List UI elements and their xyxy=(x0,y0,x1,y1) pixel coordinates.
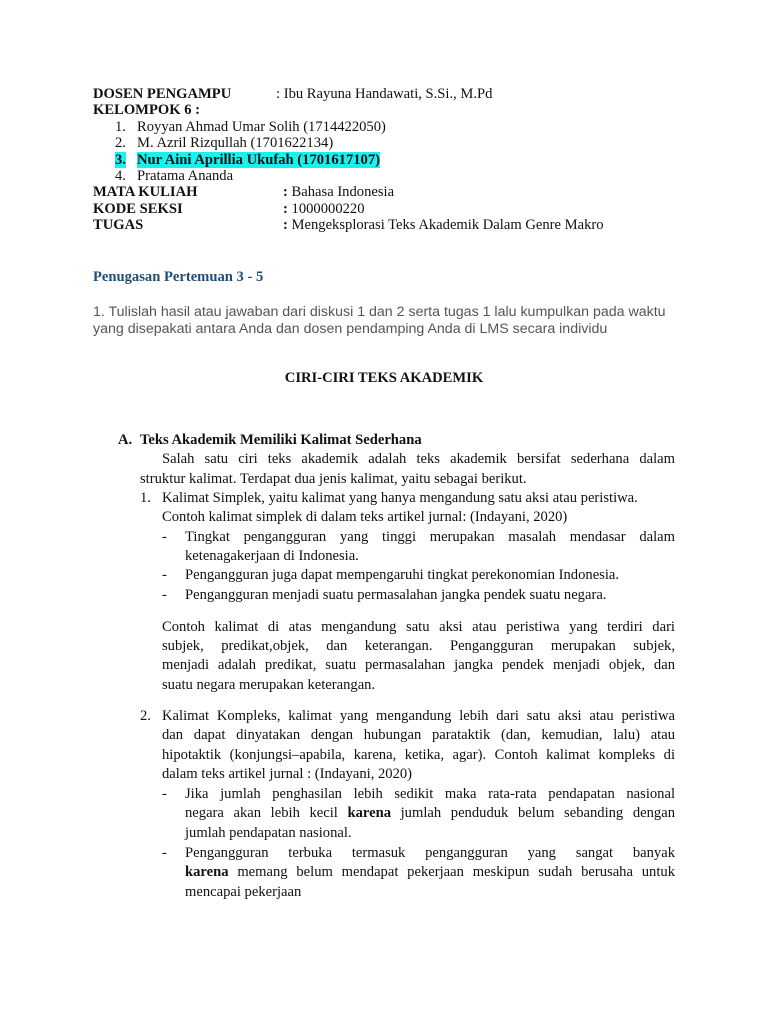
item-number: 1. xyxy=(140,490,151,506)
colon: : xyxy=(283,200,288,217)
bullet-dash: - xyxy=(162,587,167,603)
member-number: 4. xyxy=(115,167,126,184)
kelompok-row xyxy=(93,102,713,118)
item-text: dalam teks artikel jurnal : (Indayani, 2020) xyxy=(162,766,413,782)
kelompok-label: KELOMPOK 6 : xyxy=(93,102,201,119)
member-item xyxy=(93,168,713,184)
member-name: Pratama Ananda xyxy=(137,167,234,184)
main-title: CIRI-CIRI TEKS AKADEMIK xyxy=(284,370,484,386)
section-a-heading: Teks Akademik Memiliki Kalimat Sederhana xyxy=(140,432,422,448)
explain-line: menjadi adalah predikat, suatu permasalahan jangka pendek menjadi objek, dan xyxy=(162,657,675,673)
member-number: 3. xyxy=(115,151,126,168)
item-text: dan dapat dinyatakan dengan hubungan parataktik (dan, kemudian, lalu) atau xyxy=(162,727,675,743)
bullet-dash: - xyxy=(162,845,167,861)
section-a-marker: A. xyxy=(118,432,133,448)
kode-seksi-value: 1000000220 xyxy=(291,200,365,217)
header-block xyxy=(93,86,713,234)
member-item-highlighted xyxy=(93,152,713,168)
bullet-text-line xyxy=(185,864,675,880)
mata-kuliah-label: MATA KULIAH xyxy=(93,184,198,201)
item-text: Kalimat Simplek, yaitu kalimat yang hanya mengandung satu aksi atau peristiwa. xyxy=(162,490,638,506)
tugas-value: Mengeksplorasi Teks Akademik Dalam Genre Makro xyxy=(291,217,604,234)
text-run: jumlah penduduk belum sebanding dengan xyxy=(391,805,675,821)
intro-line: Salah satu ciri teks akademik adalah teks akademik bersifat sederhana dalam xyxy=(162,451,675,467)
colon: : xyxy=(283,217,288,234)
bullet-text: Jika jumlah penghasilan lebih sedikit maka rata-rata pendapatan nasional xyxy=(185,786,675,802)
bullet-text: Tingkat pengangguran yang tinggi merupakan masalah mendasar dalam xyxy=(185,529,675,545)
explain-line: subjek, predikat,objek, dan keterangan. Pengangguran merupakan subjek, xyxy=(162,638,675,654)
tugas-row xyxy=(93,217,713,233)
bold-word: karena xyxy=(347,805,391,821)
item-number: 2. xyxy=(140,708,151,724)
member-name: Nur Aini Aprillia Ukufah (1701617107) xyxy=(137,151,380,168)
tugas-label: TUGAS xyxy=(93,217,144,234)
item-text: Contoh kalimat simplek di dalam teks artikel jurnal: (Indayani, 2020) xyxy=(162,509,568,525)
explain-line: suatu negara merupakan keterangan. xyxy=(162,677,376,693)
bullet-dash: - xyxy=(162,786,167,802)
bold-word: karena xyxy=(185,864,229,880)
member-number: 1. xyxy=(115,118,126,135)
item-text: hipotaktik (konjungsi–apabila, karena, ketika, agar). Contoh kalimat kompleks di xyxy=(162,747,675,763)
bullet-text: jumlah pendapatan nasional. xyxy=(185,825,352,841)
bullet-text: Pengangguran terbuka termasuk pengangguran yang sangat banyak xyxy=(185,845,675,861)
mata-kuliah-value: Bahasa Indonesia xyxy=(291,184,395,201)
bullet-text: Pengangguran menjadi suatu permasalahan jangka pendek suatu negara. xyxy=(185,587,607,603)
intro-line: struktur kalimat. Terdapat dua jenis kalimat, yaitu sebagai berikut. xyxy=(140,471,527,487)
section-title: Penugasan Pertemuan 3 - 5 xyxy=(93,269,264,285)
explain-line: Contoh kalimat di atas mengandung satu aksi atau peristiwa yang terdiri dari xyxy=(162,619,675,635)
dosen-label: DOSEN PENGAMPU xyxy=(93,86,232,102)
member-name: M. Azril Rizqullah (1701622134) xyxy=(137,135,334,152)
dosen-row xyxy=(93,86,713,102)
colon: : xyxy=(283,184,288,201)
bullet-text: ketenagakerjaan di Indonesia. xyxy=(185,548,359,564)
text-run: negara akan lebih kecil xyxy=(185,805,348,821)
member-item xyxy=(93,119,713,135)
member-number: 2. xyxy=(115,135,126,152)
instruction-text: 1. Tulislah hasil atau jawaban dari diskusi 1 dan 2 serta tugas 1 lalu kumpulkan pada waktu yang disepakati antara Anda dan dosen pendamping Anda di LMS secara individu xyxy=(93,304,666,337)
text-run: memang belum mendapat pekerjaan meskipun sudah berusaha untuk xyxy=(228,864,675,880)
bullet-text: Pengangguran juga dapat mempengaruhi tingkat perekonomian Indonesia. xyxy=(185,567,620,583)
member-item xyxy=(93,135,713,151)
bullet-dash: - xyxy=(162,529,167,545)
item-text: Kalimat Kompleks, kalimat yang mengandung lebih dari satu aksi atau peristiwa xyxy=(162,708,675,724)
kode-seksi-row xyxy=(93,201,713,217)
bullet-text-line xyxy=(185,805,675,821)
member-name: Royyan Ahmad Umar Solih (1714422050) xyxy=(137,118,386,135)
kode-seksi-label: KODE SEKSI xyxy=(93,200,183,217)
dosen-value: : Ibu Rayuna Handawati, S.Si., M.Pd xyxy=(276,86,493,102)
bullet-text: mencapai pekerjaan xyxy=(185,884,302,900)
mata-kuliah-row xyxy=(93,184,713,200)
bullet-dash: - xyxy=(162,567,167,583)
